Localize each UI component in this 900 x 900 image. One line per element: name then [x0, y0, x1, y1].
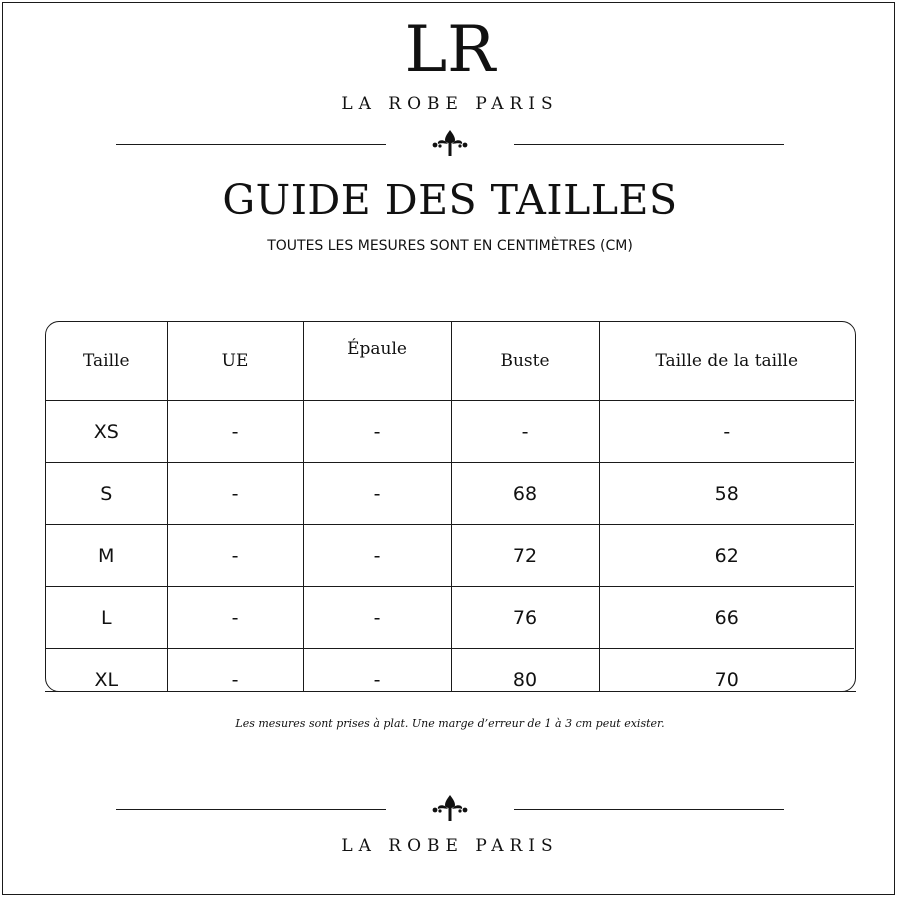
divider-left-bottom — [116, 809, 386, 810]
cell-buste: 72 — [451, 525, 599, 587]
cell-ue: - — [167, 587, 303, 649]
measurement-note: Les mesures sont prises à plat. Une marge d’erreur de 1 à 3 cm peut exister. — [235, 717, 665, 730]
page-subtitle: TOUTES LES MESURES SONT EN CENTIMÈTRES (CM) — [267, 238, 633, 254]
cell-size: L — [46, 587, 167, 649]
cell-epaule: - — [303, 463, 451, 525]
cell-taille: 70 — [714, 668, 739, 691]
cell-epaule: - — [303, 525, 451, 587]
cell-taille: 66 — [599, 587, 854, 649]
size-table — [45, 321, 856, 692]
table-row — [46, 401, 854, 463]
fleur-de-lis-ornament-icon — [431, 128, 469, 158]
cell-buste: - — [451, 401, 599, 463]
cell-ue: - — [167, 525, 303, 587]
cell-buste: 68 — [451, 463, 599, 525]
cell-size: S — [46, 463, 167, 525]
cell-size: M — [46, 525, 167, 587]
cell-taille: - — [599, 401, 854, 463]
header-ue: UE — [167, 322, 303, 401]
cell-epaule: - — [303, 587, 451, 649]
divider-right-bottom — [514, 809, 784, 810]
cell-ue: - — [167, 649, 303, 693]
brand-name-top: LA ROBE PARIS — [341, 94, 559, 114]
header-epaule: Épaule — [303, 322, 451, 401]
logo-monogram: LR — [404, 13, 496, 87]
divider-left-top — [116, 144, 386, 145]
brand-name-bottom: LA ROBE PARIS — [341, 836, 559, 856]
table-row — [46, 463, 854, 525]
cell-epaule: - — [303, 649, 451, 693]
table-underline — [45, 691, 856, 692]
header-taille: Taille — [46, 322, 167, 401]
cell-epaule: - — [303, 401, 451, 463]
cell-size: XL — [46, 649, 167, 693]
cell-buste: 80 — [451, 649, 599, 693]
cell-taille: 58 — [599, 463, 854, 525]
page-title: GUIDE DES TAILLES — [222, 176, 678, 224]
table-header-row — [46, 322, 854, 401]
cell-buste: 76 — [451, 587, 599, 649]
cell-size: XS — [46, 401, 167, 463]
header-buste: Buste — [451, 322, 599, 401]
cell-ue: - — [167, 401, 303, 463]
cell-ue: - — [167, 463, 303, 525]
fleur-de-lis-ornament-icon — [431, 793, 469, 823]
cell-taille: 62 — [599, 525, 854, 587]
divider-right-top — [514, 144, 784, 145]
table-row — [46, 649, 854, 693]
table-row — [46, 587, 854, 649]
table-row — [46, 525, 854, 587]
header-taille-de-la-taille: Taille de la taille — [599, 322, 854, 401]
